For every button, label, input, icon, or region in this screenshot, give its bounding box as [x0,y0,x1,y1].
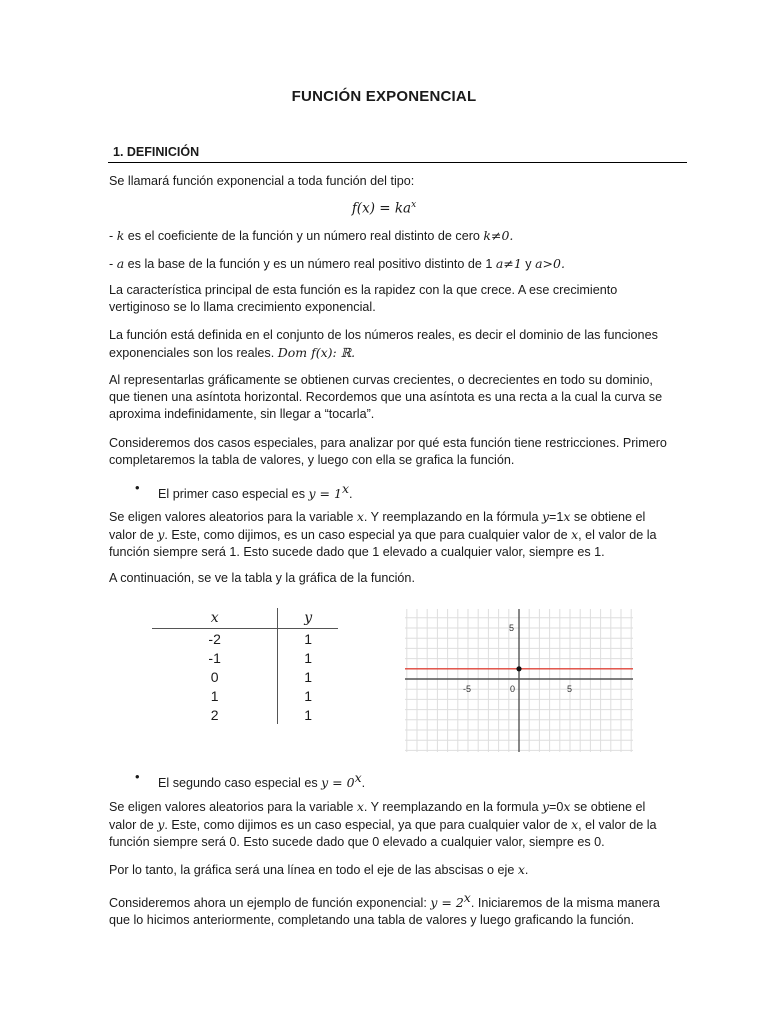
therefore-paragraph: Por lo tanto, la gráfica será una línea en todo el eje de las abscisas o eje x. [109,862,529,877]
table-cell-y: 1 [304,706,313,723]
table-cell-y: 1 [304,649,313,666]
case2-paragraph: Se eligen valores aleatorios para la variable x. Y reemplazando en la formula y=0x se obtiene el valor de y. Este, como dijimos es un caso especial, ya que para cualquier valor de x, el valor de la función siempre será 0. Esto sucede dado que 0 elevado a cualquier valor, siempre es 0. [109,799,657,849]
x-tick-label: -5 [463,684,472,694]
table-row [152,705,338,724]
table-cell-x: -1 [152,648,278,667]
table-row [152,686,338,705]
function-graph [405,609,633,752]
domain-paragraph: La función está definida en el conjunto de los números reales, es decir el dominio de las funciones exponenciales son los reales. Dom f(x): ℝ. [109,328,658,360]
table-header-x: x [152,608,278,629]
table-cell-x: -2 [152,629,278,649]
table-header-y: y [278,608,338,629]
x-tick-label: 5 [567,684,573,694]
table-cell-x: 1 [152,686,278,705]
intro-paragraph: Se llamará función exponencial a toda función del tipo: [109,174,415,188]
continuation-paragraph: A continuación, se ve la tabla y la gráfica de la función. [109,571,415,585]
graph-paragraph: Al representarlas gráficamente se obtienen curvas crecientes, o decrecientes en todo su dominio, que tienen una asíntota horizontal. Recordemos que una asíntota es una recta a la cual la curva se aproxima indefinidamente, sin llegar a “tocarla”. [109,373,663,421]
x-tick-label: 0 [510,684,516,694]
table-cell-x: 2 [152,705,278,724]
table-cell-x: 0 [152,667,278,686]
values-table [152,608,338,724]
table-header-row [152,608,338,629]
growth-paragraph: La característica principal de esta función es la rapidez con la que crece. A ese crecimiento vertiginoso se lo llama crecimiento exponencial. [109,283,618,314]
table-cell-y: 1 [304,687,313,704]
section-divider [108,162,687,163]
main-formula: $f(x) = ka^x$ [351,200,417,217]
a-definition: - a es la base de la función y es un número real positivo distinto de 1 a≠1 y a>0. [109,256,565,271]
bullet-first-case: El primer caso especial es $y = 1^x$. [158,481,353,502]
table-row [152,667,338,686]
bullet-second-case: El segundo caso especial es $y = 0^x$. [158,770,366,791]
cases-paragraph: Consideremos dos casos especiales, para analizar por qué esta función tiene restricciones. Primero completaremos la tabla de valores, y luego con ella se grafica la función. [109,436,667,467]
k-definition: - k es el coeficiente de la función y un número real distinto de cero k≠0. [109,228,514,243]
data-point [516,666,521,671]
case1-paragraph: Se eligen valores aleatorios para la variable x. Y reemplazando en la fórmula y=1x se obtiene el valor de y. Este, como dijimos, es un caso especial ya que para cualquier valor de x, el valor de la función siempre será 1. Esto sucede dado que 1 elevado a cualquier valor, siempre es 1. [109,509,657,559]
y-tick-label: 5 [509,623,515,633]
bullet-icon: • [135,480,140,495]
page-title: FUNCIÓN EXPONENCIAL [291,88,477,105]
table-row [152,629,338,649]
bullet-icon: • [135,769,140,784]
section-heading: 1. DEFINICIÓN [113,145,200,159]
example-paragraph: Consideremos ahora un ejemplo de función exponencial: $y = 2^x$. Iniciaremos de la misma manera que lo hicimos anteriormente, completando una tabla de valores y luego graficando la función. [109,890,660,928]
table-cell-y: 1 [304,630,313,647]
table-row [152,648,338,667]
table-cell-y: 1 [304,668,313,685]
